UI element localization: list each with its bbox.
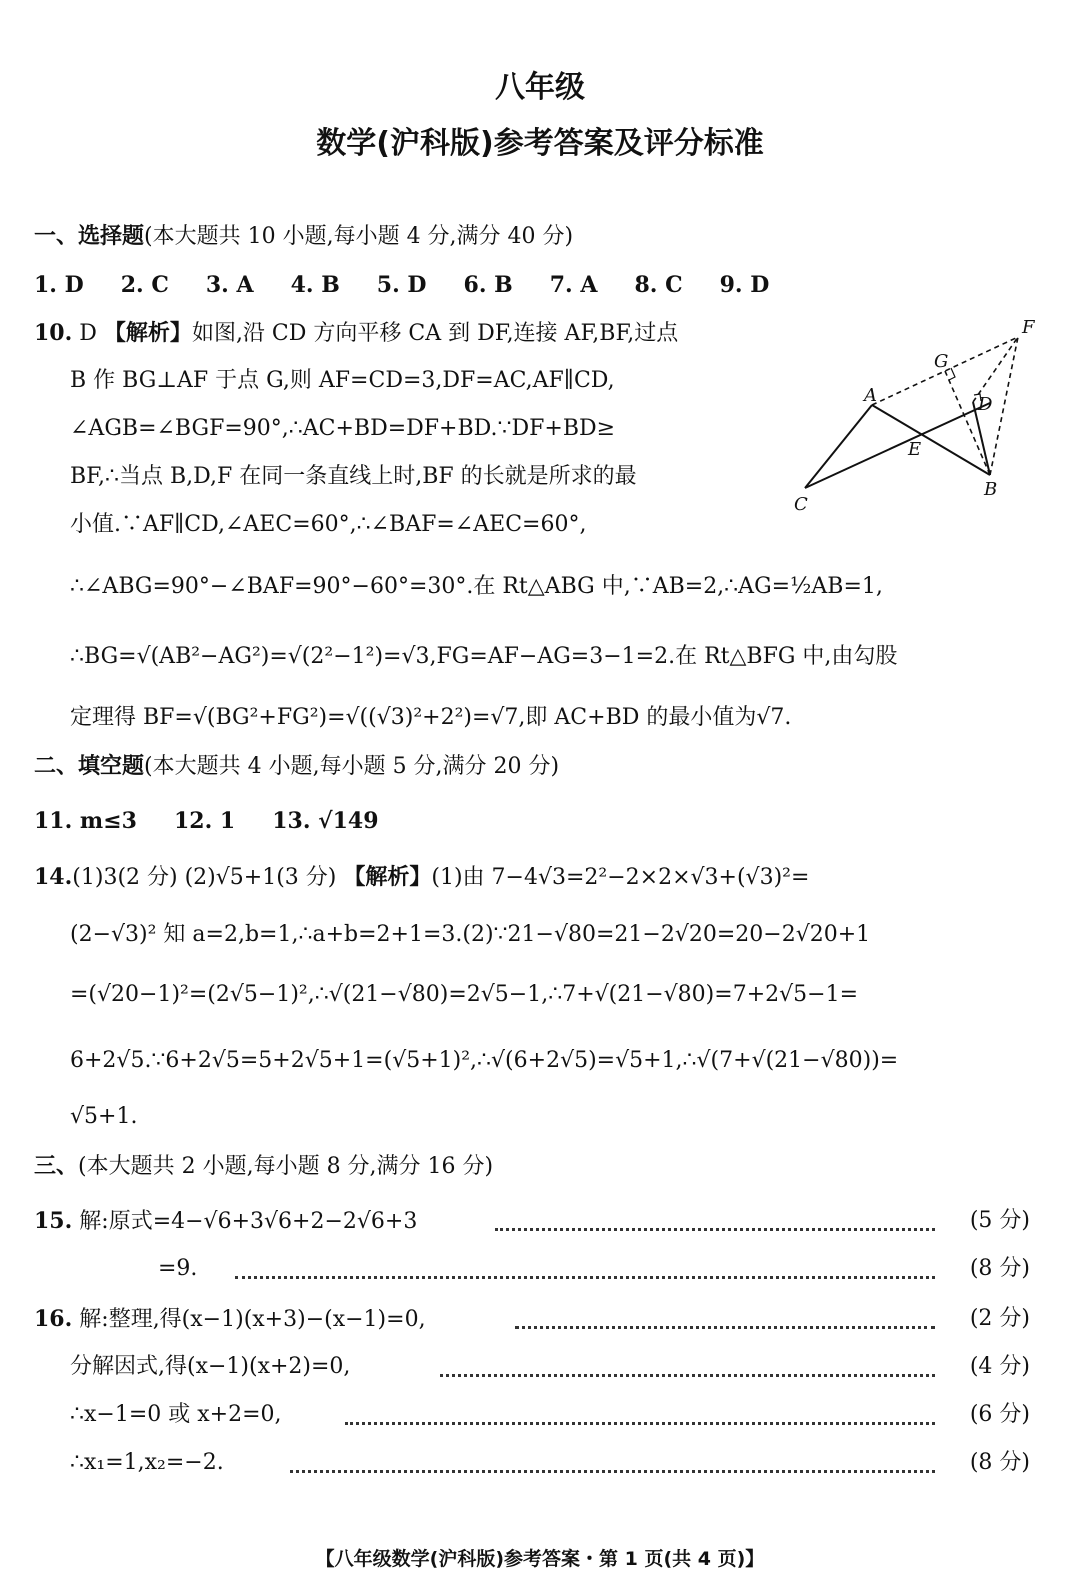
q16-number: 16. bbox=[34, 1306, 73, 1332]
choice-answers bbox=[34, 270, 799, 301]
q15-text-1: 解:原式=4−√6+3√6+2−2√6+3 bbox=[79, 1209, 418, 1234]
section3-heading: 三、 bbox=[34, 1154, 79, 1179]
q16-text-3: ∴x−1=0 或 x+2=0, bbox=[70, 1402, 282, 1427]
q16-line-1 bbox=[34, 1304, 426, 1335]
fill-answers bbox=[34, 806, 409, 837]
segment-CA bbox=[805, 405, 872, 488]
label-C: C bbox=[794, 494, 808, 515]
leader-dots bbox=[345, 1422, 935, 1425]
section3-note: (本大题共 2 小题,每小题 8 分,满分 16 分) bbox=[78, 1154, 494, 1179]
q10-analysis-tag: 【解析】 bbox=[103, 321, 192, 346]
q10-line-4: BF,∴当点 B,D,F 在同一条直线上时,BF 的长就是所求的最 bbox=[70, 464, 637, 489]
q14-line-3: =(√20−1)²=(2√5−1)²,∴√(21−√80)=2√5−1,∴7+√(21−√80)=7+2√5−1= bbox=[70, 982, 859, 1007]
answer-4: 4. B bbox=[290, 272, 340, 298]
segment-CB bbox=[805, 403, 990, 488]
q14-parts: (1)3(2 分) (2)√5+1(3 分) bbox=[72, 865, 337, 890]
q15-score-1: (5 分) bbox=[969, 1208, 1030, 1233]
q10-line-6: ∴∠ABG=90°−∠BAF=90°−60°=30°.在 Rt△ABG 中,∵AB=2,∴AG=½AB=1, bbox=[70, 574, 883, 599]
label-G: G bbox=[934, 351, 949, 372]
answer-1: 1. D bbox=[34, 272, 84, 298]
section3-heading-row bbox=[34, 1152, 493, 1182]
answer-2: 2. C bbox=[120, 272, 169, 298]
answer-8: 8. C bbox=[634, 272, 683, 298]
q14-line-4: 6+2√5.∵6+2√5=5+2√5+1=(√5+1)²,∴√(6+2√5)=√5+1,∴√(7+√(21−√80))= bbox=[70, 1048, 899, 1073]
geometry-figure bbox=[780, 315, 1050, 525]
q16-score-2: (4 分) bbox=[969, 1354, 1030, 1379]
label-A: A bbox=[864, 385, 877, 406]
label-E: E bbox=[908, 439, 922, 460]
q10-answer: D bbox=[79, 321, 97, 346]
q15-line-1 bbox=[34, 1206, 417, 1237]
q14-line-2: (2−√3)² 知 a=2,b=1,∴a+b=2+1=3.(2)∵21−√80=21−2√20=20−2√20+1 bbox=[70, 922, 871, 947]
q16-text-4: ∴x₁=1,x₂=−2. bbox=[70, 1450, 224, 1475]
q10-line-7: ∴BG=√(AB²−AG²)=√(2²−1²)=√3,FG=AF−AG=3−1=2.在 Rt△BFG 中,由勾股 bbox=[70, 644, 898, 669]
q14-analysis-tag: 【解析】 bbox=[343, 865, 432, 890]
q10-line-2: B 作 BG⊥AF 于点 G,则 AF=CD=3,DF=AC,AF∥CD, bbox=[70, 368, 615, 393]
q10-line-5: 小值.∵AF∥CD,∠AEC=60°,∴∠BAF=∠AEC=60°, bbox=[70, 512, 587, 537]
leader-dots bbox=[495, 1228, 935, 1231]
grade-title: 八年级 bbox=[495, 70, 585, 105]
q16-score-3: (6 分) bbox=[969, 1402, 1030, 1427]
answer-11: 11. m≤3 bbox=[34, 808, 137, 834]
q14-number: 14. bbox=[34, 864, 73, 890]
answer-13: 13. √149 bbox=[272, 808, 379, 834]
answer-7: 7. A bbox=[549, 272, 598, 298]
right-angle-mark bbox=[949, 368, 955, 380]
leader-dots bbox=[290, 1470, 935, 1473]
q15-score-2: (8 分) bbox=[969, 1256, 1030, 1281]
label-B: B bbox=[984, 479, 998, 500]
q16-text-2: 分解因式,得(x−1)(x+2)=0, bbox=[70, 1354, 351, 1379]
q15-text-2: =9. bbox=[158, 1256, 198, 1281]
q10-line-8: 定理得 BF=√(BG²+FG²)=√((√3)²+2²)=√7,即 AC+BD 的最小值为√7. bbox=[70, 705, 792, 730]
q14-text-1: (1)由 7−4√3=2²−2×2×√3+(√3)²= bbox=[431, 865, 810, 890]
segment-AB bbox=[872, 405, 990, 475]
q16-score-4: (8 分) bbox=[969, 1450, 1030, 1475]
q16-text-1: 解:整理,得(x−1)(x+3)−(x−1)=0, bbox=[79, 1307, 426, 1332]
answer-12: 12. 1 bbox=[173, 808, 236, 834]
answer-6: 6. B bbox=[463, 272, 513, 298]
label-F: F bbox=[1022, 317, 1035, 338]
section2-heading: 二、填空题 bbox=[34, 754, 145, 779]
q10-line-1 bbox=[34, 318, 678, 349]
q15-number: 15. bbox=[34, 1208, 73, 1234]
leader-dots bbox=[515, 1326, 935, 1329]
section1-heading-row bbox=[34, 222, 573, 252]
q14-line-5: √5+1. bbox=[70, 1104, 138, 1129]
section2-heading-row bbox=[34, 752, 559, 782]
label-D: D bbox=[978, 394, 993, 415]
q14-line-1 bbox=[34, 862, 809, 893]
q10-line-3: ∠AGB=∠BGF=90°,∴AC+BD=DF+BD.∵DF+BD≥ bbox=[70, 416, 616, 441]
leader-dots bbox=[440, 1374, 935, 1377]
answer-3: 3. A bbox=[205, 272, 254, 298]
page-title: 数学(沪科版)参考答案及评分标准 bbox=[316, 126, 764, 161]
section1-note: (本大题共 10 小题,每小题 4 分,满分 40 分) bbox=[144, 224, 574, 249]
q10-number: 10. bbox=[34, 320, 73, 346]
leader-dots bbox=[235, 1276, 935, 1279]
answer-9: 9. D bbox=[719, 272, 770, 298]
q10-text-1: 如图,沿 CD 方向平移 CA 到 DF,连接 AF,BF,过点 bbox=[191, 321, 679, 346]
section1-heading: 一、选择题 bbox=[34, 224, 145, 249]
q16-score-1: (2 分) bbox=[969, 1306, 1030, 1331]
answer-5: 5. D bbox=[376, 272, 427, 298]
section2-note: (本大题共 4 小题,每小题 5 分,满分 20 分) bbox=[144, 754, 560, 779]
page-footer: 【八年级数学(沪科版)参考答案・第 1 页(共 4 页)】 bbox=[315, 1548, 765, 1570]
